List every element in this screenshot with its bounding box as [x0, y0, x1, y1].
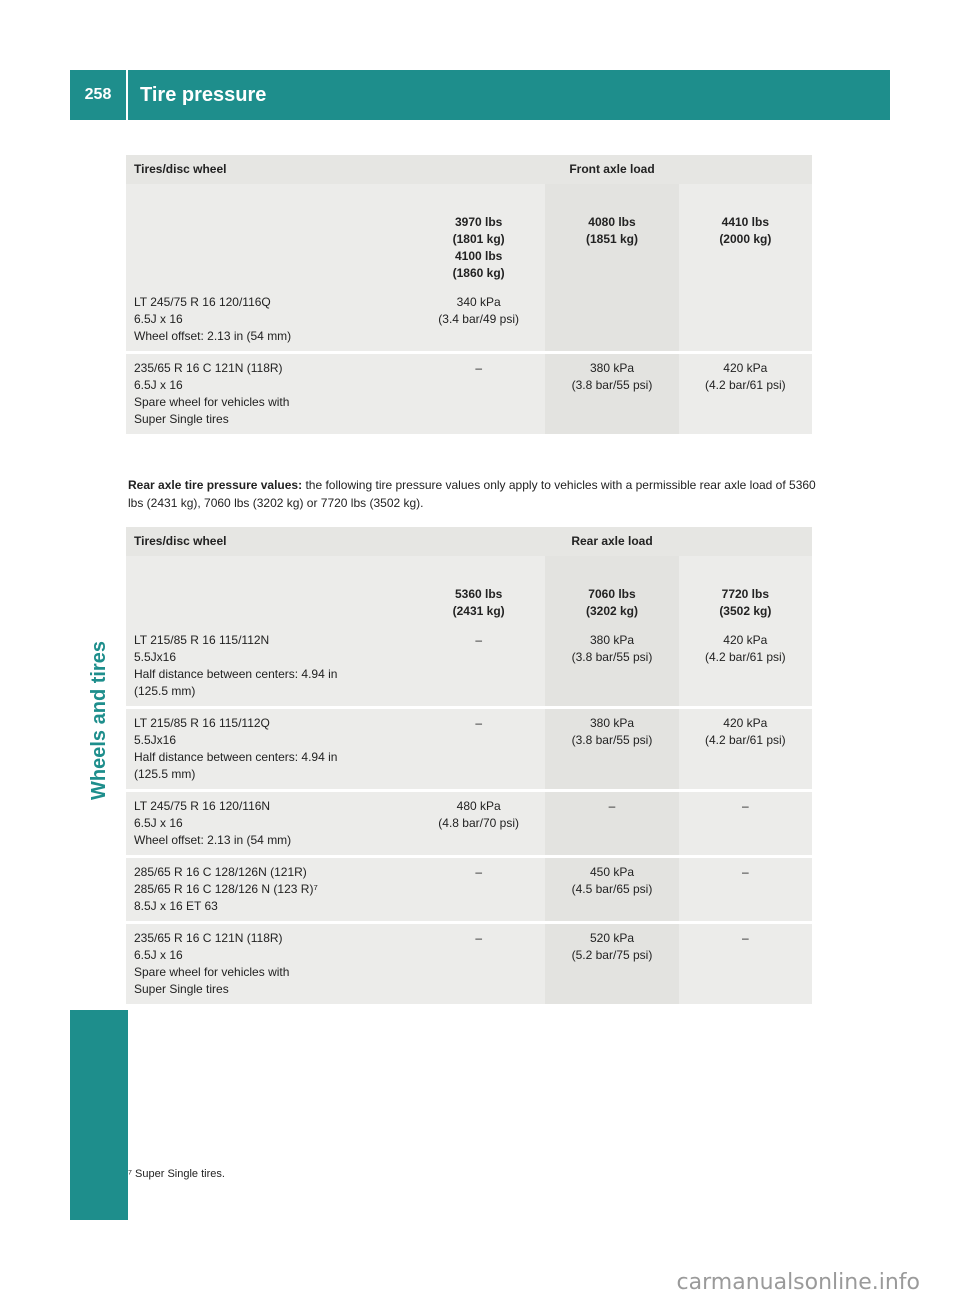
tire-spec-line: Half distance between centers: 4.94 in [134, 750, 338, 764]
pressure-line: (3.8 bar/55 psi) [571, 733, 653, 747]
load-header-cell [412, 184, 545, 288]
tire-spec-line: 285/65 R 16 C 128/126 N (123 R)⁷ [134, 882, 318, 896]
column-header-tires: Tires/disc wheel [126, 155, 412, 184]
pressure-line: 420 kPa [723, 716, 768, 730]
pressure-cell [679, 708, 812, 791]
tire-spec-line: 6.5J x 16 [134, 312, 183, 326]
tire-spec-line: (125.5 mm) [134, 684, 196, 698]
pressure-cell [412, 353, 545, 435]
load-header-line: (3202 kg) [585, 604, 638, 618]
tire-spec-line: LT 245/75 R 16 120/116N [134, 799, 271, 813]
pressure-cell [545, 708, 678, 791]
rear-axle-note-text: the following tire pressure values only apply to vehicles with a permissible rear axle load of 5360 lbs (2431 kg), 7060 lbs (3202 kg) or 7720 lbs (3502 kg). [128, 478, 816, 510]
pressure-cell [545, 288, 678, 353]
tire-spec-line: Super Single tires [134, 412, 229, 426]
load-header-cell [679, 556, 812, 626]
load-header-line: (3502 kg) [719, 604, 772, 618]
pressure-line: (3.8 bar/55 psi) [571, 650, 653, 664]
load-header-line: 4410 lbs [721, 215, 770, 229]
pressure-line: (4.2 bar/61 psi) [704, 733, 786, 747]
pressure-cell [545, 923, 678, 1005]
section-side-label-text: Wheels and tires [87, 640, 110, 800]
tire-spec-line: 8.5J x 16 ET 63 [134, 899, 218, 913]
pressure-cell [679, 353, 812, 435]
load-header-line: (1860 kg) [452, 266, 505, 280]
column-header-axle-load: Front axle load [412, 155, 812, 184]
pressure-line: (4.2 bar/61 psi) [704, 650, 786, 664]
pressure-line: 520 kPa [589, 931, 635, 945]
pressure-cell [412, 288, 545, 353]
pressure-line: 420 kPa [723, 361, 768, 375]
tire-spec-line: 5.5Jx16 [134, 733, 177, 747]
load-header-cell [545, 184, 678, 288]
pressure-line: – [741, 799, 749, 813]
table-row [126, 626, 812, 708]
pressure-cell [545, 791, 678, 857]
table-header-row [126, 155, 812, 184]
load-header-line: (1801 kg) [452, 232, 505, 246]
pressure-line: (4.5 bar/65 psi) [571, 882, 653, 896]
tire-spec-cell [126, 626, 412, 708]
pressure-cell [412, 626, 545, 708]
pressure-line: 480 kPa [456, 799, 501, 813]
load-header-line: 7720 lbs [721, 587, 770, 601]
load-header-line: 4080 lbs [588, 215, 636, 229]
rear-axle-table [126, 527, 812, 1004]
pressure-cell [679, 626, 812, 708]
pressure-line: (5.2 bar/75 psi) [571, 948, 653, 962]
footnote: ⁷ Super Single tires. [128, 1168, 225, 1180]
page-header [70, 70, 890, 120]
tire-spec-line: 5.5Jx16 [134, 650, 177, 664]
page-title: Tire pressure [140, 83, 267, 106]
watermark: carmanualsonline.info [676, 1270, 920, 1295]
tire-spec-line: (125.5 mm) [134, 767, 196, 781]
pressure-line: 340 kPa [456, 295, 501, 309]
tire-spec-cell [126, 857, 412, 923]
tire-spec-line: LT 215/85 R 16 115/112N [134, 633, 270, 647]
pressure-line: 450 kPa [589, 865, 635, 879]
section-side-label [70, 460, 128, 980]
table-header-row [126, 527, 812, 556]
rear-axle-note [128, 476, 818, 512]
pressure-line: – [475, 361, 482, 375]
column-header-tires: Tires/disc wheel [126, 527, 412, 556]
table-row [126, 791, 812, 857]
tire-spec-line: 6.5J x 16 [134, 378, 183, 392]
tire-spec-cell [126, 923, 412, 1005]
table-row [126, 708, 812, 791]
rear-axle-note-lead: Rear axle tire pressure values: [128, 478, 303, 492]
pressure-line: (3.4 bar/49 psi) [438, 312, 520, 326]
tire-spec-cell [126, 288, 412, 353]
pressure-line: (4.8 bar/70 psi) [438, 816, 520, 830]
load-header-line: (2431 kg) [452, 604, 505, 618]
load-header-cell [412, 556, 545, 626]
pressure-cell [679, 923, 812, 1005]
tire-spec-line: LT 245/75 R 16 120/116Q [134, 295, 271, 309]
load-header-cell [679, 184, 812, 288]
pressure-line: – [475, 931, 482, 945]
pressure-line: – [475, 716, 482, 730]
load-header-line: 4100 lbs [454, 249, 503, 263]
load-header-line: 7060 lbs [588, 587, 636, 601]
load-header-spacer [126, 184, 412, 288]
pressure-line: – [475, 633, 482, 647]
tire-spec-line: Wheel offset: 2.13 in (54 mm) [134, 329, 292, 343]
front-axle-table [126, 155, 812, 434]
pressure-cell [412, 708, 545, 791]
pressure-line: 380 kPa [589, 716, 635, 730]
tire-spec-line: Super Single tires [134, 982, 229, 996]
pressure-line: 380 kPa [589, 633, 635, 647]
load-header-line: (2000 kg) [719, 232, 772, 246]
pressure-cell [412, 791, 545, 857]
load-header-row [126, 184, 812, 288]
load-header-cell [545, 556, 678, 626]
pressure-line: – [741, 865, 749, 879]
column-header-axle-load: Rear axle load [412, 527, 812, 556]
tire-spec-cell [126, 791, 412, 857]
pressure-cell [412, 857, 545, 923]
pressure-line: (3.8 bar/55 psi) [571, 378, 653, 392]
tire-spec-line: LT 215/85 R 16 115/112Q [134, 716, 270, 730]
pressure-cell [545, 857, 678, 923]
tire-spec-line: 285/65 R 16 C 128/126N (121R) [134, 865, 307, 879]
pressure-cell [679, 288, 812, 353]
tire-spec-cell [126, 353, 412, 435]
load-header-line: 5360 lbs [454, 587, 503, 601]
pressure-line: 420 kPa [723, 633, 768, 647]
table-row [126, 923, 812, 1005]
page-number: 258 [70, 70, 128, 120]
pressure-line: (4.2 bar/61 psi) [704, 378, 786, 392]
tire-spec-line: Spare wheel for vehicles with [134, 965, 290, 979]
load-header-row [126, 556, 812, 626]
tire-spec-line: Wheel offset: 2.13 in (54 mm) [134, 833, 292, 847]
pressure-cell [545, 353, 678, 435]
tire-spec-cell [126, 708, 412, 791]
tire-spec-line: Half distance between centers: 4.94 in [134, 667, 338, 681]
tire-spec-line: 235/65 R 16 C 121N (118R) [134, 361, 283, 375]
pressure-cell [412, 923, 545, 1005]
tire-spec-line: Spare wheel for vehicles with [134, 395, 290, 409]
load-header-spacer [126, 556, 412, 626]
table-row [126, 857, 812, 923]
pressure-cell [545, 626, 678, 708]
pressure-cell [679, 857, 812, 923]
table-row [126, 288, 812, 353]
section-side-tab [70, 1010, 128, 1220]
tire-spec-line: 6.5J x 16 [134, 948, 183, 962]
tire-spec-line: 6.5J x 16 [134, 816, 183, 830]
tire-spec-line: 235/65 R 16 C 121N (118R) [134, 931, 283, 945]
pressure-line: – [741, 931, 749, 945]
pressure-line: 380 kPa [589, 361, 635, 375]
load-header-line: (1851 kg) [585, 232, 638, 246]
table-row [126, 353, 812, 435]
pressure-cell [679, 791, 812, 857]
load-header-line: 3970 lbs [454, 215, 503, 229]
pressure-line: – [475, 865, 482, 879]
pressure-line: – [608, 799, 616, 813]
